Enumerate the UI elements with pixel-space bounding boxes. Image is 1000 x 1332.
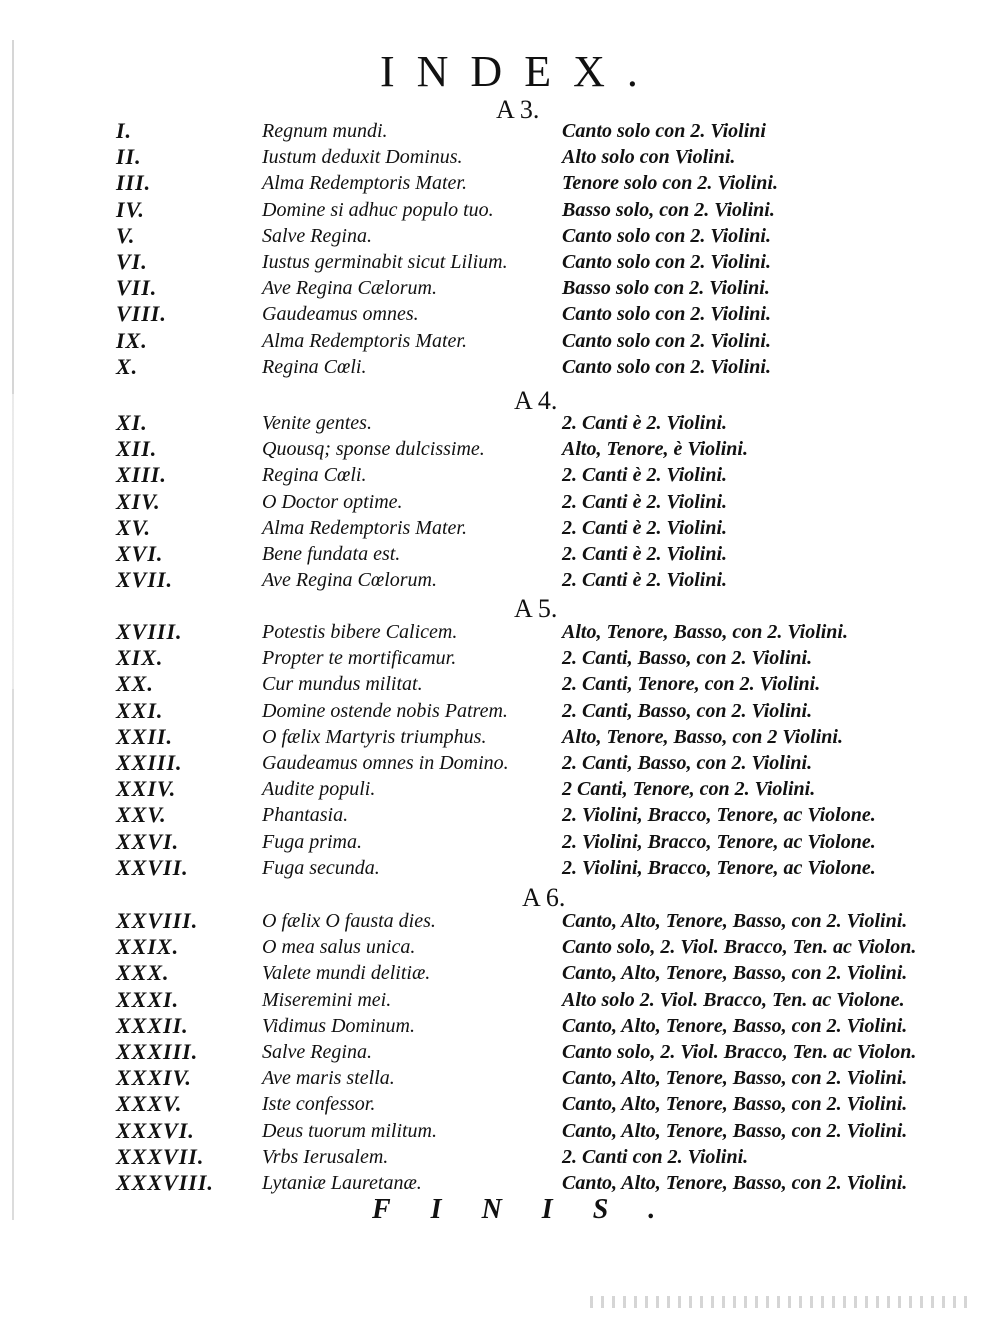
piece-title: Ave Regina Cœlorum. [262, 569, 437, 592]
piece-title: Phantasia. [262, 804, 349, 827]
section-heading: A 3. [496, 95, 540, 124]
piece-title: Vrbs Ierusalem. [262, 1145, 389, 1168]
piece-scoring: Alto, Tenore, è Violini. [562, 438, 748, 461]
piece-scoring: Canto, Alto, Tenore, Basso, con 2. Violini. [562, 962, 908, 985]
piece-number: XX. [116, 671, 154, 697]
index-row [0, 645, 1000, 671]
piece-number: XIII. [116, 462, 167, 488]
piece-scoring: Basso solo con 2. Violini. [562, 277, 770, 300]
piece-title: Iste confessor. [262, 1093, 376, 1116]
section-heading: A 5. [514, 594, 558, 623]
piece-number: XXIX. [116, 934, 180, 960]
piece-scoring: 2. Canti è 2. Violini. [562, 569, 728, 592]
piece-title: Regina Cœli. [262, 464, 367, 487]
index-row [0, 436, 1000, 462]
index-row [0, 223, 1000, 249]
piece-scoring: Alto, Tenore, Basso, con 2. Violini. [562, 621, 848, 643]
piece-number: XV. [116, 514, 152, 540]
piece-number: XXXVII. [116, 1143, 205, 1169]
piece-scoring: Canto, Alto, Tenore, Basso, con 2. Violini. [562, 1067, 908, 1090]
piece-number: XXXIV. [116, 1065, 192, 1091]
piece-title: Fuga prima. [262, 830, 362, 853]
piece-number: III. [116, 170, 152, 196]
piece-number: XXXI. [116, 986, 180, 1012]
index-row [0, 750, 1000, 776]
piece-title: Deus tuorum militum. [262, 1119, 437, 1142]
piece-number: II. [116, 144, 142, 170]
piece-number: XXXVI. [116, 1117, 195, 1143]
page-title: INDEX. [380, 47, 660, 96]
index-row [0, 462, 1000, 488]
piece-scoring: Canto solo con 2. Violini. [562, 355, 771, 378]
piece-title: O fælix Martyris triumphus. [262, 725, 487, 748]
index-row [0, 1091, 1000, 1117]
piece-scoring: 2. Canti è 2. Violini. [562, 490, 728, 513]
piece-scoring: 2. Canti è 2. Violini. [562, 412, 728, 434]
piece-title: Potestis bibere Calicem. [262, 621, 458, 643]
piece-number: XIV. [116, 488, 161, 514]
piece-scoring: Alto, Tenore, Basso, con 2 Violini. [562, 725, 843, 748]
piece-number: IV. [116, 196, 145, 222]
index-row [0, 908, 1000, 934]
index-row [0, 489, 1000, 515]
section-heading: A 4. [514, 386, 558, 415]
piece-number: XIX. [116, 645, 164, 671]
piece-title: Fuga secunda. [262, 856, 380, 879]
piece-title: Valete mundi delitiæ. [262, 962, 431, 985]
index-row [0, 698, 1000, 724]
piece-scoring: Canto, Alto, Tenore, Basso, con 2. Violini. [562, 910, 908, 932]
piece-scoring: 2. Violini, Bracco, Tenore, ac Violone. [562, 804, 876, 827]
index-row [0, 960, 1000, 986]
piece-title: Alma Redemptoris Mater. [262, 329, 467, 352]
piece-number: XXX. [116, 960, 170, 986]
index-row [0, 354, 1000, 380]
piece-number: XVIII. [116, 619, 183, 644]
piece-title: O fælix O fausta dies. [262, 910, 436, 932]
index-row [0, 144, 1000, 170]
index-row [0, 619, 1000, 645]
piece-scoring: 2. Canti, Basso, con 2. Violini. [562, 699, 813, 722]
piece-scoring: Canto solo con 2. Violini. [562, 329, 771, 352]
piece-number: VI. [116, 249, 148, 274]
piece-number: XXXV. [116, 1091, 183, 1117]
piece-title: Ave Regina Cælorum. [262, 277, 437, 300]
piece-number: XVI. [116, 541, 164, 566]
piece-title: Domine si adhuc populo tuo. [262, 198, 494, 221]
piece-scoring: 2. Canti, Tenore, con 2. Violini. [562, 673, 821, 696]
index-row [0, 118, 1000, 144]
piece-scoring: Basso solo, con 2. Violini. [562, 198, 775, 221]
piece-title: Salve Regina. [262, 224, 372, 247]
piece-number: XXVIII. [116, 908, 199, 933]
piece-number: XXXII. [116, 1012, 189, 1038]
index-row [0, 1065, 1000, 1091]
piece-title: Alma Redemptoris Mater. [262, 172, 467, 195]
index-row [0, 1013, 1000, 1039]
index-row [0, 987, 1000, 1013]
piece-scoring: Canto solo con 2. Violini. [562, 303, 771, 326]
index-row [0, 724, 1000, 750]
index-row [0, 776, 1000, 802]
piece-title: Regina Cœli. [262, 355, 367, 378]
piece-scoring: 2. Canti con 2. Violini. [562, 1145, 749, 1168]
piece-title: Gaudeamus omnes in Domino. [262, 752, 509, 774]
piece-scoring: 2. Canti, Basso, con 2. Violini. [562, 647, 813, 670]
index-row [0, 1118, 1000, 1144]
piece-scoring: Canto solo, 2. Viol. Bracco, Ten. ac Violon. [562, 1041, 917, 1063]
piece-number: XXIII. [116, 750, 183, 775]
index-row [0, 328, 1000, 354]
piece-title: Domine ostende nobis Patrem. [262, 699, 508, 722]
piece-number: XXVI. [116, 828, 180, 854]
index-row [0, 275, 1000, 301]
piece-number: XXXVIII. [116, 1170, 214, 1195]
piece-number: XII. [116, 436, 158, 462]
piece-title: Regnum mundi. [262, 120, 388, 142]
piece-number: XXIV. [116, 776, 177, 802]
piece-scoring: 2. Canti, Basso, con 2. Violini. [562, 752, 813, 774]
piece-title: Venite gentes. [262, 412, 372, 434]
piece-title: Cur mundus militat. [262, 673, 423, 696]
piece-scoring: 2 Canti, Tenore, con 2. Violini. [562, 778, 816, 801]
piece-scoring: Canto solo, 2. Viol. Bracco, Ten. ac Violon. [562, 936, 917, 959]
piece-number: V. [116, 222, 136, 248]
piece-title: Ave maris stella. [262, 1067, 395, 1090]
index-row [0, 541, 1000, 567]
piece-title: Propter te mortificamur. [262, 647, 457, 670]
piece-scoring: Canto, Alto, Tenore, Basso, con 2. Violini. [562, 1172, 908, 1194]
index-row [0, 197, 1000, 223]
index-row [0, 170, 1000, 196]
piece-number: XXXIII. [116, 1039, 199, 1064]
piece-title: O Doctor optime. [262, 490, 403, 513]
piece-number: XI. [116, 410, 148, 435]
index-row [0, 829, 1000, 855]
piece-title: O mea salus unica. [262, 936, 416, 959]
piece-scoring: 2. Violini, Bracco, Tenore, ac Violone. [562, 830, 876, 853]
piece-title: Miseremini mei. [262, 988, 392, 1011]
piece-title: Lytaniæ Lauretanæ. [262, 1172, 422, 1194]
piece-scoring: 2. Canti è 2. Violini. [562, 516, 728, 539]
piece-number: XXVII. [116, 854, 189, 880]
piece-title: Iustus germinabit sicut Lilium. [262, 251, 508, 273]
piece-scoring: Canto, Alto, Tenore, Basso, con 2. Violini. [562, 1014, 908, 1037]
piece-scoring: Canto solo con 2. Violini. [562, 224, 771, 247]
piece-scoring: Canto solo con 2. Violini. [562, 251, 771, 273]
index-row [0, 802, 1000, 828]
piece-number: IX. [116, 327, 148, 353]
piece-scoring: 2. Canti è 2. Violini. [562, 464, 728, 487]
piece-title: Audite populi. [262, 778, 376, 801]
piece-scoring: 2. Violini, Bracco, Tenore, ac Violone. [562, 856, 876, 879]
index-row [0, 249, 1000, 275]
piece-scoring: Canto, Alto, Tenore, Basso, con 2. Violini. [562, 1093, 908, 1116]
piece-scoring: Tenore solo con 2. Violini. [562, 172, 778, 195]
piece-title: Vidimus Dominum. [262, 1014, 415, 1037]
piece-title: Iustum deduxit Dominus. [262, 146, 463, 169]
piece-scoring: Canto solo con 2. Violini [562, 120, 766, 142]
index-row [0, 410, 1000, 436]
piece-title: Salve Regina. [262, 1041, 372, 1063]
piece-title: Gaudeamus omnes. [262, 303, 419, 326]
index-row [0, 301, 1000, 327]
piece-scoring: Alto solo con Violini. [562, 146, 736, 169]
ink-smudge [590, 1296, 970, 1308]
piece-title: Quousq; sponse dulcissime. [262, 438, 485, 461]
piece-number: I. [116, 118, 133, 143]
piece-number: VII. [116, 275, 158, 301]
piece-scoring: Alto solo 2. Viol. Bracco, Ten. ac Violone. [562, 988, 905, 1011]
section-heading: A 6. [522, 883, 566, 912]
index-row [0, 855, 1000, 881]
piece-number: XXV. [116, 802, 167, 828]
piece-number: VIII. [116, 301, 167, 327]
piece-number: X. [116, 353, 139, 379]
index-row [0, 567, 1000, 593]
piece-title: Bene fundata est. [262, 543, 401, 565]
index-row [0, 515, 1000, 541]
piece-number: XXI. [116, 697, 164, 723]
index-row [0, 671, 1000, 697]
piece-number: XXII. [116, 723, 173, 749]
index-row [0, 1039, 1000, 1065]
piece-number: XVII. [116, 567, 173, 593]
index-row [0, 1144, 1000, 1170]
index-row [0, 934, 1000, 960]
piece-scoring: 2. Canti è 2. Violini. [562, 543, 728, 565]
piece-title: Alma Redemptoris Mater. [262, 516, 467, 539]
finis-footer: FINIS. [372, 1194, 696, 1225]
piece-scoring: Canto, Alto, Tenore, Basso, con 2. Violini. [562, 1119, 908, 1142]
